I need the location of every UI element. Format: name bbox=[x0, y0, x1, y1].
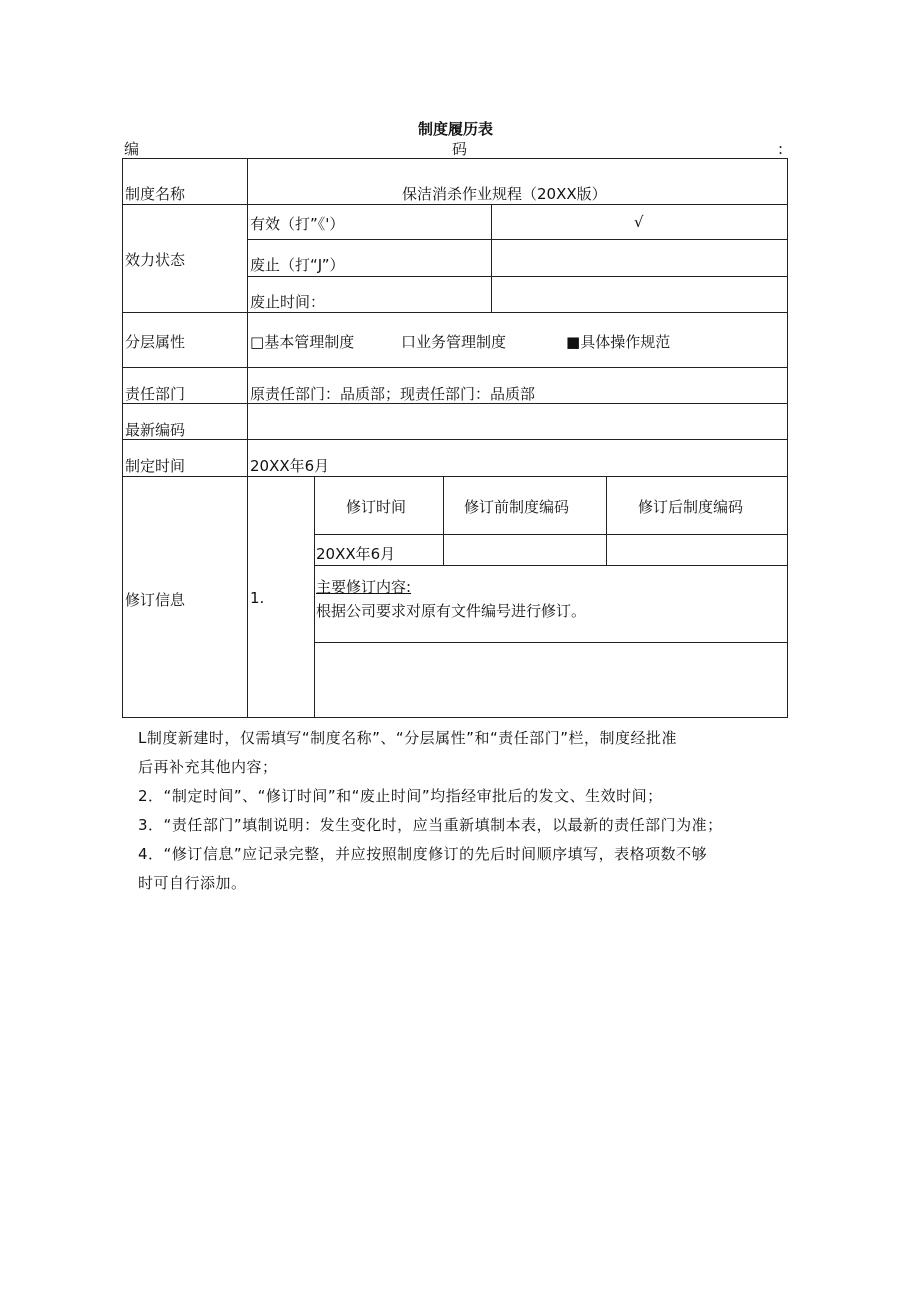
layer-option-business bbox=[401, 331, 506, 352]
note-line-4: 3．“责任部门”填制说明：发生变化时，应当重新填制本表，以最新的责任部门为准； bbox=[138, 816, 723, 834]
valid-check-value: √ bbox=[634, 213, 644, 231]
made-time-value: 20XX年6月 bbox=[250, 457, 330, 475]
code-label-left: 编 bbox=[124, 140, 140, 158]
layer-option-operation-text: 具体操作规范 bbox=[580, 333, 671, 351]
revision-header-before-code: 修订前制度编码 bbox=[464, 498, 570, 516]
layer-option-basic bbox=[250, 331, 354, 352]
dept-label: 责任部门 bbox=[125, 385, 186, 403]
revision-header-time: 修订时间 bbox=[346, 498, 407, 516]
checkbox-empty-icon: □ bbox=[250, 333, 265, 351]
revision-header-after-code: 修订后制度编码 bbox=[638, 498, 744, 516]
revision-content-label: 主要修订内容: bbox=[316, 578, 412, 596]
page-title: 制度履历表 bbox=[418, 120, 494, 138]
revision-index: 1. bbox=[250, 589, 265, 607]
code-label-colon: : bbox=[778, 140, 784, 158]
layer-label: 分层属性 bbox=[125, 333, 186, 351]
revision-content-text: 根据公司要求对原有文件编号进行修订。 bbox=[316, 602, 587, 620]
made-time-label: 制定时间 bbox=[125, 457, 186, 475]
note-line-1: L制度新建时，仅需填写“制度名称”、“分层属性”和“责任部门”栏，制度经批准 bbox=[138, 729, 677, 747]
layer-option-operation bbox=[566, 331, 670, 352]
name-label: 制度名称 bbox=[125, 185, 186, 203]
note-line-5: 4．“修订信息”应记录完整，并应按照制度修订的先后时间顺序填写，表格项数不够 bbox=[138, 845, 708, 863]
newcode-label: 最新编码 bbox=[125, 421, 186, 439]
valid-label: 有效（打”《'） bbox=[250, 215, 345, 233]
checkbox-empty-icon: 口 bbox=[401, 333, 417, 351]
status-label: 效力状态 bbox=[125, 251, 186, 269]
abolish-time-label: 废止时间： bbox=[250, 293, 326, 311]
name-value: 保洁消杀作业规程（20XX版） bbox=[402, 185, 607, 203]
note-line-3: 2．“制定时间”、“修订时间”和“废止时间”均指经审批后的发文、生效时间； bbox=[138, 787, 663, 805]
note-line-6: 时可自行添加。 bbox=[138, 874, 247, 892]
checkbox-filled-icon: ■ bbox=[566, 333, 581, 351]
code-label-middle: 码 bbox=[452, 140, 468, 158]
revision-label: 修订信息 bbox=[125, 591, 186, 609]
layer-option-business-text: 业务管理制度 bbox=[416, 333, 507, 351]
abolished-label: 废止（打“J”） bbox=[250, 256, 345, 274]
layer-option-basic-text: 基本管理制度 bbox=[264, 333, 355, 351]
note-line-2: 后再补充其他内容； bbox=[138, 758, 278, 776]
revision-time-value: 20XX年6月 bbox=[316, 545, 396, 563]
dept-value: 原责任部门：品质部；现责任部门：品质部 bbox=[250, 385, 536, 403]
